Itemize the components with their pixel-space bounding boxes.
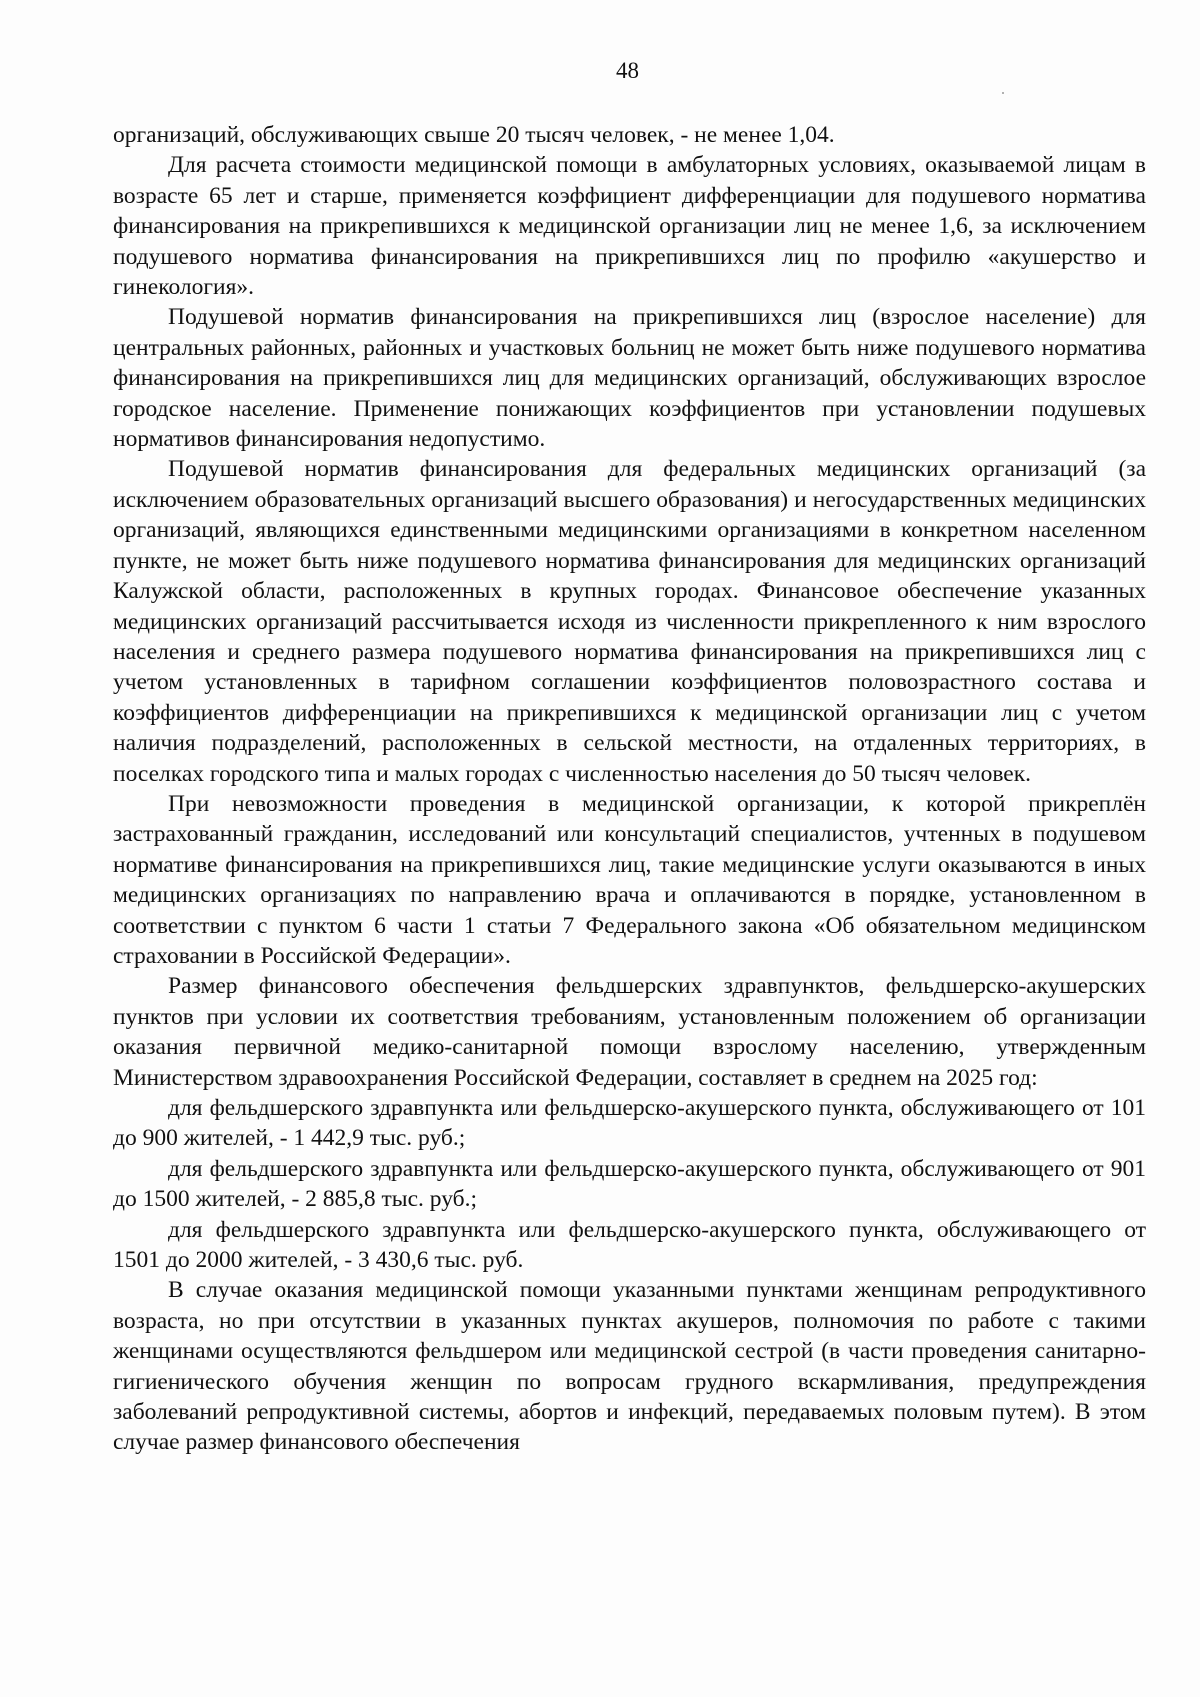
paragraph-reproductive-care: В случае оказания медицинской помощи указанными пунктами женщинам репродуктивного возраста, но при отсутствии в указанных пунктах акушеров, полномочия по работе с такими женщинами осуществляются фельдшером или медицинской сестрой (в части проведения санитарно-гигиенического обучения женщин по вопросам грудного вскармливания, предупреждения заболеваний репродуктивной системы, абортов и инфекций, передаваемых половым путем). В этом случае размер финансового обеспечения — [113, 1277, 1146, 1456]
paragraph-referral-services: При невозможности проведения в медицинской организации, к которой прикреплён застрахованный гражданин, исследований или консультаций специалистов, учтенных в подушевом нормативе финансирования на прикрепившихся лиц, такие медицинские услуги оказываются в иных медицинских организациях по направлению врача и оплачиваются в порядке, установленном в соответствии с пунктом 6 части 1 статьи 7 Федерального закона «Об обязательном медицинском страховании в Российской Федерации». — [113, 790, 1146, 969]
list-item-901-1500: для фельдшерского здравпункта или фельдшерско-акушерского пункта, обслуживающего от 901 до 1500 жителей, - 2 885,8 тыс. руб.; — [113, 1155, 1146, 1213]
scan-speck — [1002, 92, 1004, 94]
list-item-1501-2000: для фельдшерского здравпункта или фельдшерско-акушерского пункта, обслуживающего от 1501 до 2000 жителей, - 3 430,6 тыс. руб. — [113, 1216, 1146, 1274]
paragraph-district-hospitals: Подушевой норматив финансирования на прикрепившихся лиц (взрослое население) для центральных районных, районных и участковых больниц не может быть ниже подушевого норматива финансирования на прикрепившихся лиц для медицинских организаций, обслуживающих взрослое городское население. Применение понижающих коэффициентов при установлении подушевых нормативов финансирования недопустимо. — [113, 304, 1146, 453]
page-number: 48 — [616, 58, 639, 83]
paragraph-elderly-coefficient: Для расчета стоимости медицинской помощи в амбулаторных условиях, оказываемой лицам в возрасте 65 лет и старше, применяется коэффициент дифференциации для подушевого норматива финансирования на прикрепившихся к медицинской организации лиц не менее 1,6, за исключением подушевого норматива финансирования на прикрепившихся лиц по профилю «акушерство и гинекология». — [113, 152, 1146, 301]
list-item-101-900: для фельдшерского здравпункта или фельдшерско-акушерского пункта, обслуживающего от 101 до 900 жителей, - 1 442,9 тыс. руб.; — [113, 1095, 1146, 1152]
document-body — [113, 120, 1146, 1458]
paragraph-continuation: организаций, обслуживающих свыше 20 тысяч человек, - не менее 1,04. — [113, 122, 835, 148]
paragraph-feldsher-funding: Размер финансового обеспечения фельдшерских здравпунктов, фельдшерско-акушерских пунктов при условии их соответствия требованиям, установленным положением об организации оказания первичной медико-санитарной помощи взрослому населению, утвержденным Министерством здравоохранения Российской Федерации, составляет в среднем на 2025 год: — [113, 973, 1146, 1091]
paragraph-federal-organizations: Подушевой норматив финансирования для федеральных медицинских организаций (за исключением образовательных организаций высшего образования) и негосударственных медицинских организаций, являющихся единственными медицинскими организациями в конкретном населенном пункте, не может быть ниже подушевого норматива финансирования для медицинских организаций Калужской области, расположенных в крупных городах. Финансовое обеспечение указанных медицинских организаций рассчитывается исходя из численности прикрепленного к ним взрослого населения и среднего размера подушевого норматива финансирования на прикрепившихся лиц с учетом установленных в тарифном соглашении коэффициентов половозрастного состава и коэффициентов дифференциации на прикрепившихся к медицинской организации лиц с учетом наличия подразделений, расположенных в сельской местности, на отдаленных территориях, в поселках городского типа и малых городах с численностью населения до 50 тысяч человек. — [113, 456, 1146, 787]
